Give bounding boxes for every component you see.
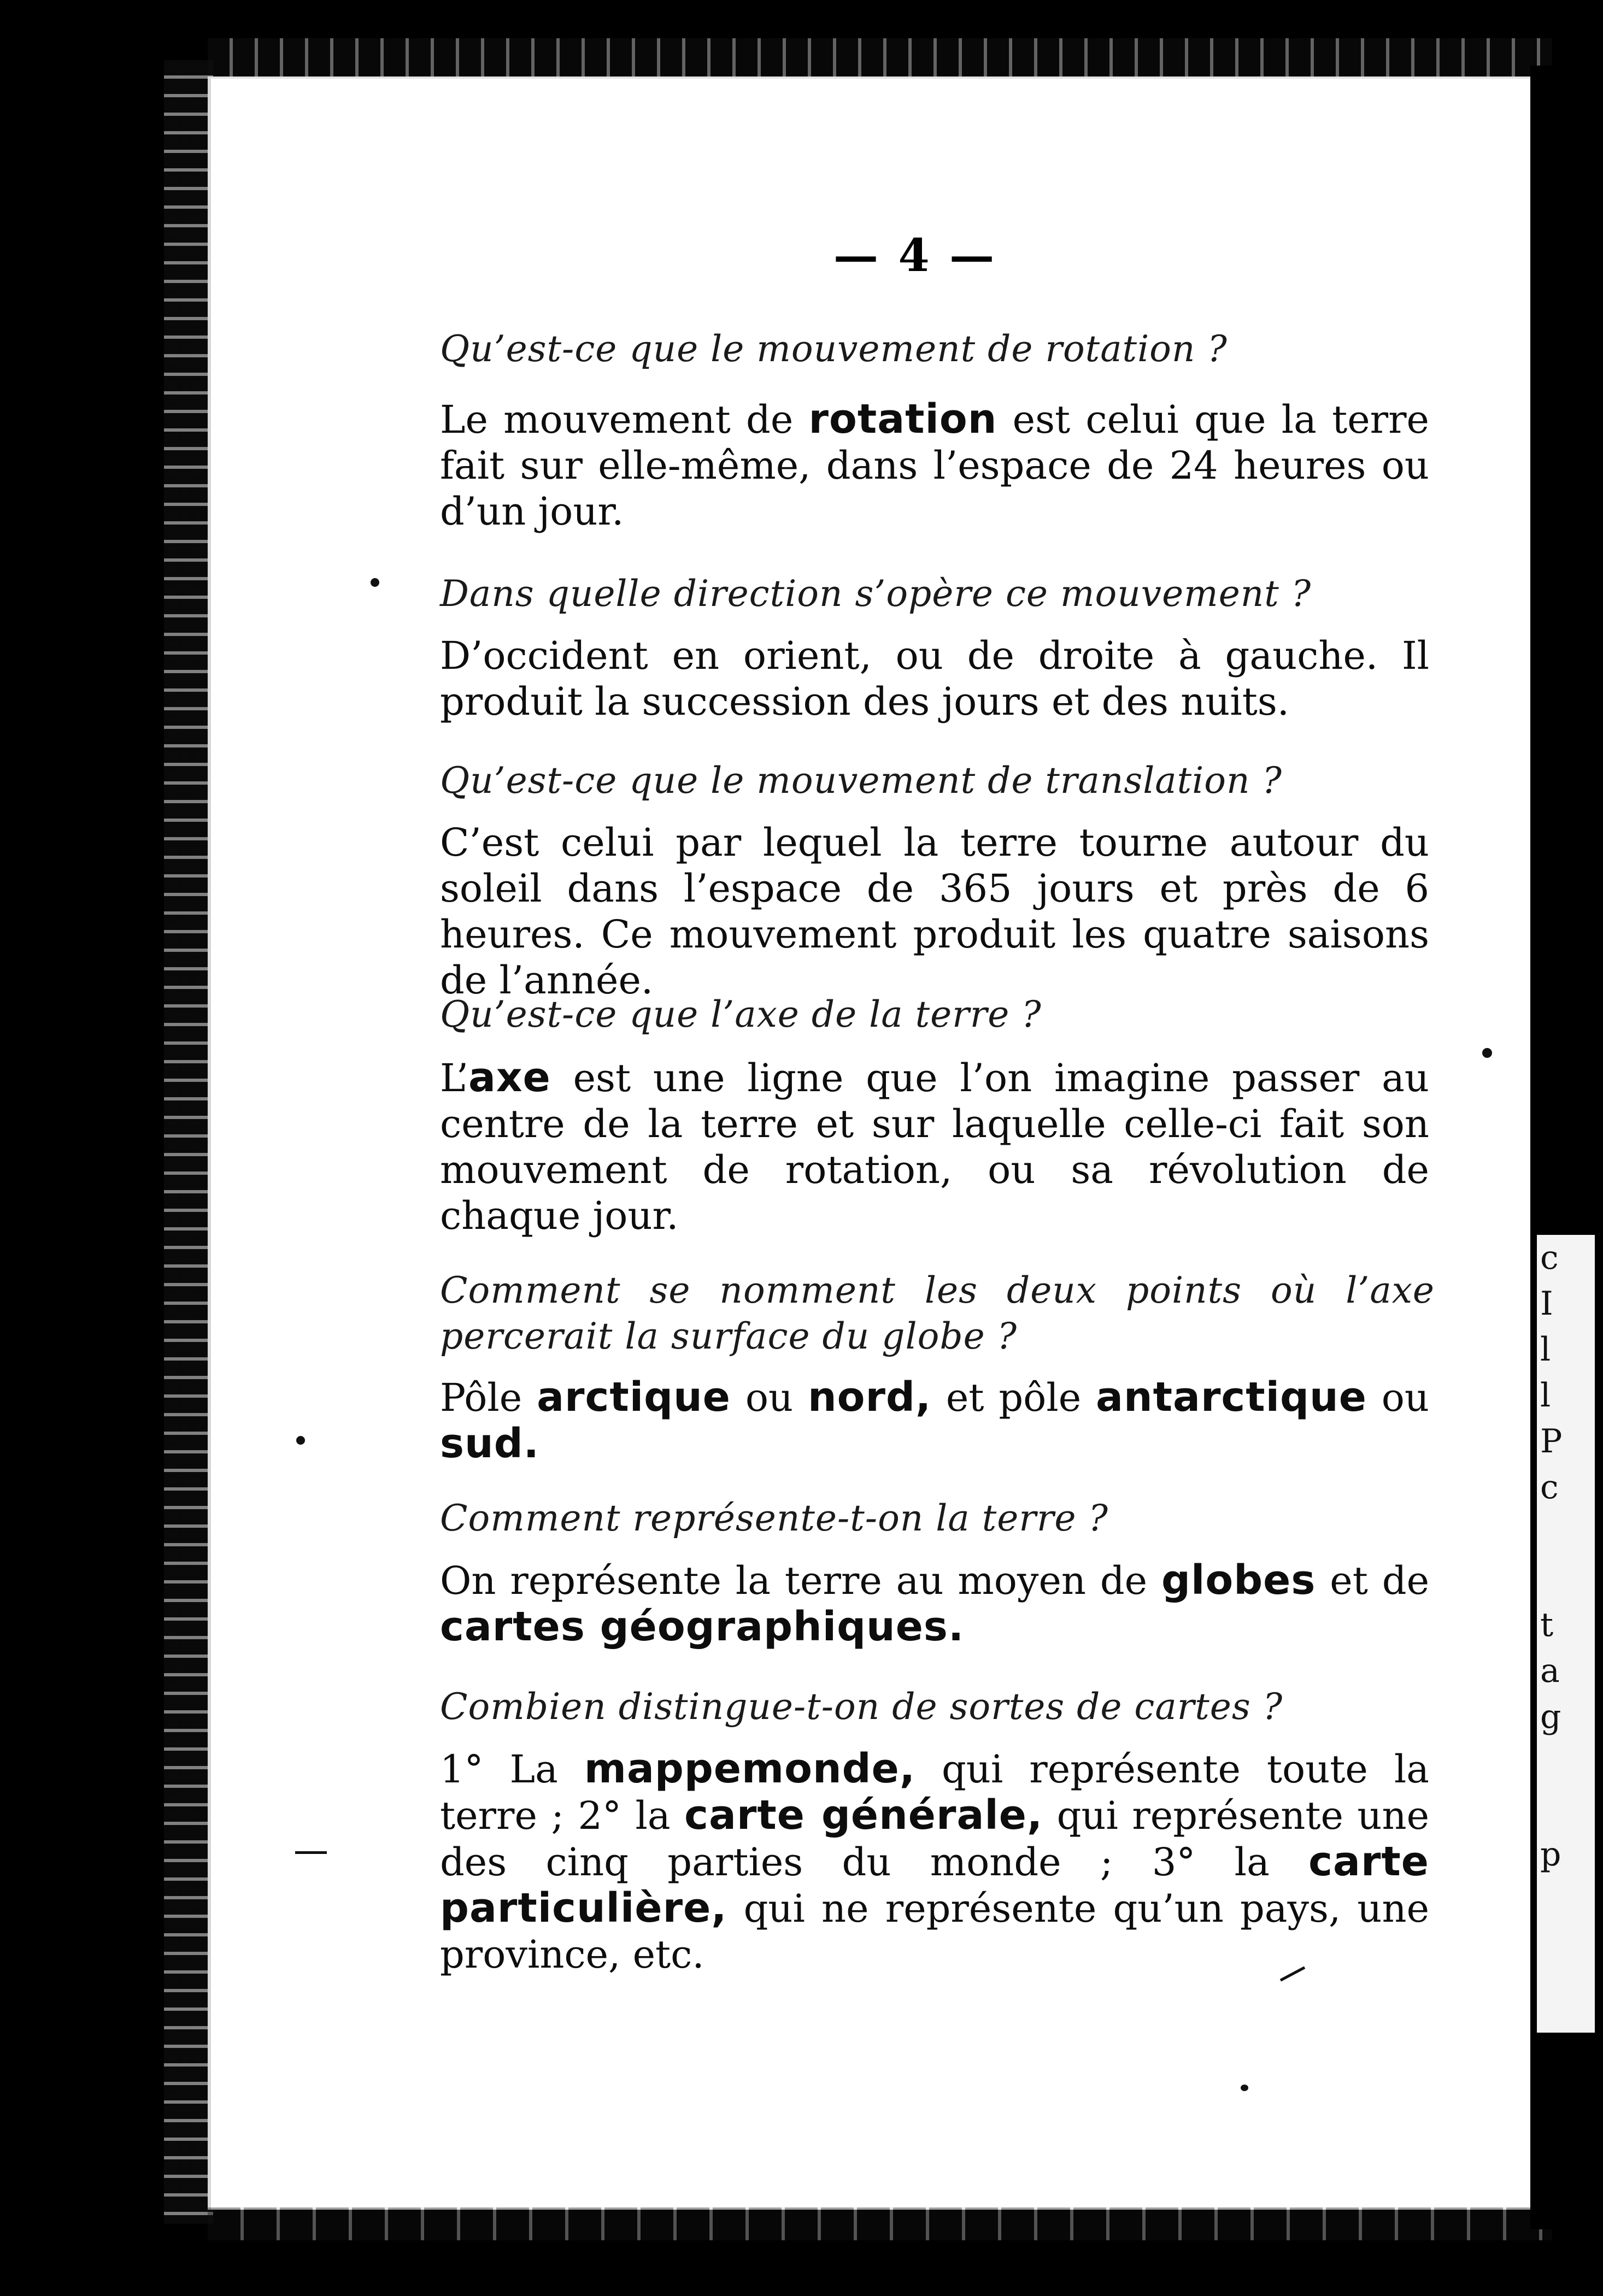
paper-edge-left — [164, 60, 213, 2224]
answer-run: On représente la terre au moyen de — [440, 1558, 1162, 1603]
answer-7 — [388, 1746, 1429, 1977]
scan-speck — [371, 578, 379, 587]
scan-speck — [1482, 1048, 1492, 1058]
answer-text — [388, 1557, 1429, 1650]
keyword: mappemonde, — [584, 1745, 915, 1792]
keyword: cartes géographiques. — [440, 1603, 965, 1650]
keyword: carte particulière, — [440, 1838, 1429, 1932]
keyword: axe — [468, 1054, 551, 1101]
scan-speck — [1241, 2085, 1248, 2091]
answer-text — [388, 633, 1429, 725]
answer-4 — [388, 1055, 1429, 1239]
answer-1 — [388, 396, 1429, 534]
question-7: Combien distingue-t-on de sortes de cartes ? — [440, 1686, 1283, 1728]
paper-edge-top — [208, 38, 1552, 76]
answer-run: qui représente toute la terre ; 2° la — [440, 1747, 1430, 1838]
answer-2 — [388, 633, 1429, 725]
keyword: globes — [1161, 1557, 1316, 1604]
answer-text — [388, 820, 1429, 1003]
scan-speck — [296, 1436, 305, 1445]
keyword: rotation — [808, 396, 997, 443]
question-2: Dans quelle direction s’opère ce mouvement ? — [440, 573, 1312, 615]
answer-text — [388, 1055, 1429, 1239]
question-6: Comment représente-t-on la terre ? — [440, 1497, 1108, 1539]
page-number: — 4 — — [833, 229, 997, 282]
answer-run: et pôle — [931, 1375, 1096, 1420]
keyword: arctique — [537, 1374, 731, 1421]
question-5-text: Comment se nomment les deux points où l’axe percerait la surface du globe ? — [440, 1269, 1435, 1357]
answer-run: Le mouvement de — [440, 397, 809, 442]
answer-run: qui ne représente qu’un pays, une province, etc. — [440, 1886, 1429, 1977]
answer-run: ou — [730, 1375, 808, 1420]
answer-run: 1° La — [440, 1747, 584, 1792]
keyword: antarctique — [1096, 1374, 1367, 1421]
question-1: Qu’est-ce que le mouvement de rotation ? — [440, 328, 1228, 370]
answer-5 — [388, 1374, 1429, 1467]
adjacent-page-fragment: c I l l P c t a g p — [1537, 1235, 1595, 2033]
answer-run: qui représente une des cinq parties du monde ; 3° la — [440, 1793, 1429, 1885]
question-3: Qu’est-ce que le mouvement de translation ? — [440, 760, 1282, 802]
question-5 — [440, 1268, 1435, 1359]
answer-run: L’ — [440, 1056, 468, 1100]
answer-3 — [388, 820, 1429, 1003]
answer-run: C’est celui par lequel la terre tourne autour du soleil dans l’espace de 365 jours et près de 6 heures. Ce mouvement produit les quatre saisons de l’année. — [440, 820, 1429, 1003]
question-4: Qu’est-ce que l’axe de la terre ? — [440, 993, 1042, 1035]
answer-run: est celui que la terre fait sur elle-même, dans l’espace de 24 heures ou d’un jour. — [440, 397, 1429, 534]
answer-6 — [388, 1557, 1429, 1650]
answer-run: ou — [1366, 1375, 1429, 1420]
scan-mark — [295, 1851, 327, 1854]
answer-run: est une ligne que l’on imagine passer au centre de la terre et sur laquelle celle-ci fait son mouvement de rotation, ou sa révolution de chaque jour. — [440, 1056, 1429, 1238]
answer-run: Pôle — [440, 1375, 537, 1420]
keyword: carte générale, — [684, 1792, 1043, 1839]
answer-text — [388, 1746, 1429, 1977]
answer-text — [388, 396, 1429, 534]
answer-run: et de — [1316, 1558, 1430, 1603]
answer-run: D’occident en orient, ou de droite à gauche. Il produit la succession des jours et des nuits. — [440, 633, 1429, 724]
keyword: sud. — [440, 1420, 539, 1467]
answer-text — [388, 1374, 1429, 1467]
keyword: nord, — [807, 1374, 932, 1421]
paper-edge-bottom — [208, 2207, 1552, 2240]
